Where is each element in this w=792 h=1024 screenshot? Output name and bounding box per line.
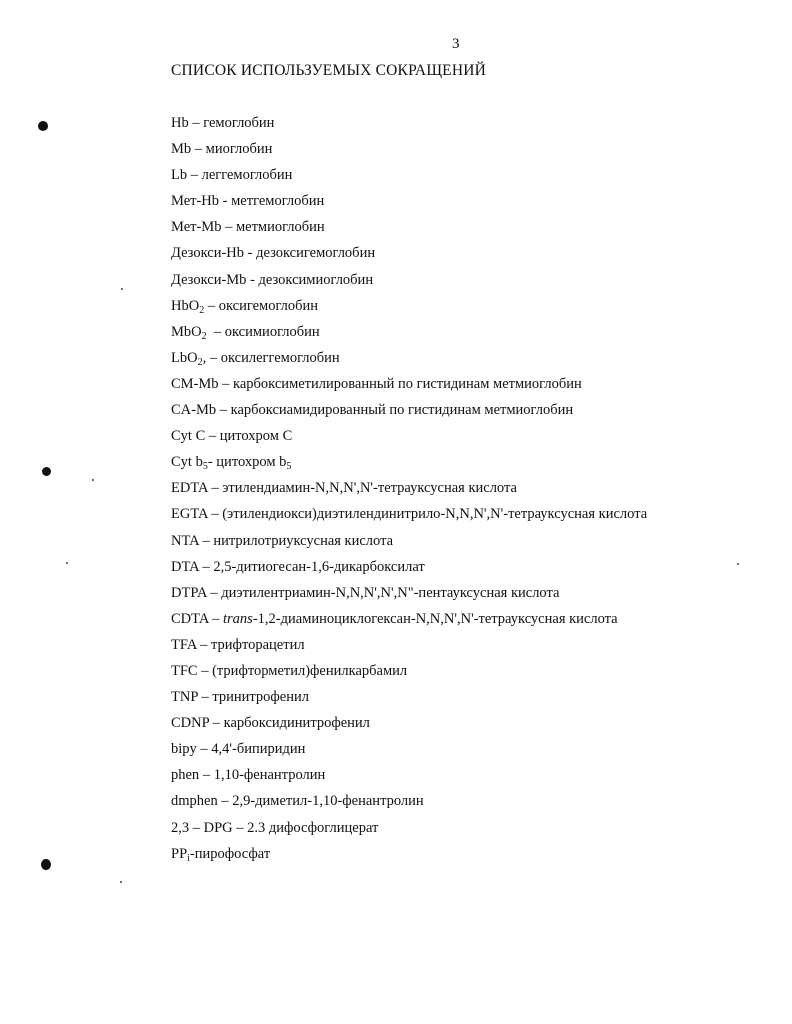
abbreviation-meaning: -1,2-диаминоциклогексан-N,N,N',N'-тетрауксусная кислота — [252, 610, 618, 627]
scan-speck — [121, 288, 123, 290]
abbreviation-separator: - — [207, 454, 217, 471]
abbreviation-separator: – — [198, 532, 214, 549]
scan-speck — [66, 562, 68, 564]
abbreviation-term: 2,3 – DPG — [171, 819, 233, 836]
abbreviation-subscript: 5 — [202, 461, 208, 473]
abbreviation-term: PP — [171, 845, 188, 862]
abbreviation-separator: - — [246, 271, 259, 288]
abbreviation-meaning: 2,9-диметил-1,10-фенантролин — [232, 793, 424, 810]
abbreviation-meaning: (этилендиокси)диэтилендинитрило-N,N,N',N'-тетрауксусная кислота — [222, 506, 648, 523]
abbreviation-meaning: трифторацетил — [211, 636, 305, 653]
abbreviation-meaning: оксигемоглобин — [218, 297, 319, 314]
abbreviation-separator: - — [219, 193, 232, 210]
page-title: СПИСОК ИСПОЛЬЗУЕМЫХ СОКРАЩЕНИЙ — [171, 62, 487, 79]
abbreviation-item — [171, 322, 647, 348]
abbreviation-meaning: тринитрофенил — [212, 689, 310, 706]
abbreviation-subscript: 2 — [201, 330, 207, 342]
abbreviation-item — [171, 791, 647, 817]
abbreviation-separator: - — [189, 845, 195, 862]
abbreviation-meaning: дезоксимиоглобин — [258, 271, 374, 288]
abbreviation-item — [171, 165, 647, 191]
abbreviation-term: Дезокси-Mb — [171, 271, 247, 288]
abbreviation-meaning-italic: trans — [223, 610, 253, 627]
abbreviation-term: Hb — [171, 115, 189, 131]
abbreviation-term: Мет-Mb — [171, 219, 222, 236]
abbreviation-item — [171, 426, 647, 452]
scan-speck — [737, 563, 739, 565]
abbreviation-term: EDTA — [171, 480, 208, 497]
abbreviation-meaning: 2,5-дитиогесан-1,6-дикарбоксилат — [213, 558, 425, 575]
abbreviation-separator: – — [198, 558, 214, 575]
abbreviation-separator: – — [188, 115, 204, 131]
abbreviation-term: Cyt b — [171, 454, 203, 471]
abbreviation-term: Lb — [171, 167, 188, 184]
abbreviation-separator: – — [232, 819, 248, 836]
abbreviation-term: TFA — [171, 636, 197, 653]
abbreviation-term: NTA — [171, 532, 199, 549]
abbreviation-item — [171, 609, 647, 635]
abbreviation-item — [171, 452, 647, 478]
punch-hole-mark — [42, 467, 51, 476]
abbreviation-item — [171, 661, 647, 687]
abbreviation-term: bipy — [171, 741, 197, 758]
abbreviation-term: MbO — [171, 323, 202, 340]
abbreviation-separator: – — [209, 715, 224, 732]
abbreviation-item — [171, 557, 647, 583]
abbreviation-term: DTA — [171, 558, 199, 575]
abbreviation-meaning: гемоглобин — [203, 115, 275, 131]
abbreviation-meaning: леггемоглобин — [201, 167, 293, 184]
abbreviation-meaning: карбоксидинитрофенил — [223, 715, 370, 732]
abbreviation-subscript: 2 — [199, 304, 205, 316]
abbreviation-meaning-subscript: 5 — [286, 461, 292, 473]
punch-hole-mark — [38, 121, 48, 131]
abbreviation-separator: - — [244, 245, 257, 262]
abbreviation-item — [171, 635, 647, 661]
abbreviation-meaning: миоглобин — [205, 141, 273, 158]
abbreviation-meaning: 1,10-фенантролин — [213, 767, 326, 784]
abbreviation-meaning: карбоксиметилированный по гистидинам метмиоглобин — [233, 375, 582, 392]
abbreviation-term: EGTA — [171, 506, 208, 523]
scan-speck — [120, 881, 122, 883]
abbreviation-meaning: пирофосфат — [194, 845, 271, 862]
abbreviation-term: HbO — [171, 297, 200, 314]
abbreviation-separator: – — [217, 793, 233, 810]
abbreviation-separator: – — [197, 662, 213, 679]
abbreviation-separator: – — [187, 167, 202, 184]
abbreviation-term: Дезокси-Hb — [171, 245, 245, 262]
abbreviation-separator: , – — [202, 349, 221, 366]
abbreviation-list — [171, 113, 647, 870]
abbreviation-term: LbO — [171, 349, 198, 366]
abbreviation-item — [171, 478, 647, 504]
abbreviation-item — [171, 348, 647, 374]
abbreviation-separator: – — [208, 610, 224, 627]
abbreviation-subscript: 2 — [197, 356, 203, 368]
abbreviation-item — [171, 739, 647, 765]
abbreviation-item — [171, 217, 647, 243]
abbreviation-meaning: дезоксигемоглобин — [256, 245, 376, 262]
abbreviation-item — [171, 296, 647, 322]
abbreviation-meaning: метгемоглобин — [231, 193, 325, 210]
abbreviation-meaning: оксимиоглобин — [224, 323, 320, 340]
abbreviation-item — [171, 531, 647, 557]
abbreviation-item — [171, 844, 647, 870]
abbreviation-term: Mb — [171, 141, 192, 158]
abbreviation-item — [171, 191, 647, 217]
abbreviation-item — [171, 400, 647, 426]
abbreviation-term: Мет-Hb — [171, 193, 220, 210]
abbreviation-separator: – — [196, 636, 212, 653]
abbreviation-separator: – — [191, 141, 206, 158]
abbreviation-term: CDTA — [171, 610, 209, 627]
abbreviation-term: DTPA — [171, 584, 207, 601]
abbreviation-meaning: диэтилентриамин-N,N,N',N',N"-пентауксусная кислота — [221, 584, 560, 601]
page-number: 3 — [452, 36, 460, 52]
abbreviation-term: Cyt C — [171, 428, 206, 445]
scan-speck — [92, 479, 94, 481]
abbreviation-item — [171, 139, 647, 165]
abbreviation-meaning: 4,4'-бипиридин — [211, 741, 306, 758]
abbreviation-item — [171, 504, 647, 530]
abbreviation-separator: – — [205, 428, 220, 445]
abbreviation-meaning: (трифторметил)фенилкарбамил — [212, 662, 408, 679]
abbreviation-separator: – — [199, 767, 214, 784]
abbreviation-item — [171, 270, 647, 296]
abbreviation-item — [171, 713, 647, 739]
abbreviation-meaning: карбоксиамидированный по гистидинам метмиоглобин — [230, 402, 574, 419]
abbreviation-subscript: i — [187, 852, 190, 864]
abbreviation-item — [171, 374, 647, 400]
abbreviation-term: CA-Mb — [171, 402, 217, 419]
abbreviation-meaning: этилендиамин-N,N,N',N'-тетрауксусная кислота — [222, 480, 517, 497]
abbreviation-item — [171, 113, 647, 139]
abbreviation-separator: – — [206, 323, 225, 340]
abbreviation-term: dmphen — [171, 793, 218, 810]
abbreviation-item — [171, 243, 647, 269]
abbreviation-separator: – — [206, 584, 222, 601]
abbreviation-item — [171, 583, 647, 609]
abbreviation-meaning: нитрилотриуксусная кислота — [213, 532, 394, 549]
abbreviation-separator: – — [197, 689, 213, 706]
abbreviation-term: phen — [171, 767, 200, 784]
abbreviation-separator: – — [218, 375, 234, 392]
abbreviation-meaning: оксилеггемоглобин — [220, 349, 340, 366]
punch-hole-mark — [41, 859, 51, 870]
abbreviation-separator: – — [216, 402, 231, 419]
abbreviation-separator: – — [204, 297, 219, 314]
abbreviation-meaning: 2.3 дифосфоглицерат — [247, 819, 379, 836]
abbreviation-meaning: цитохром b — [216, 454, 287, 471]
abbreviation-term: TNP — [171, 689, 198, 706]
abbreviation-separator: – — [221, 219, 236, 236]
abbreviation-term: TFC — [171, 662, 198, 679]
abbreviation-separator: – — [196, 741, 212, 758]
abbreviation-meaning: метмиоглобин — [235, 219, 325, 236]
abbreviation-term: CM-Mb — [171, 375, 219, 392]
abbreviation-separator: – — [207, 506, 223, 523]
abbreviation-separator: – — [207, 480, 223, 497]
abbreviation-item — [171, 765, 647, 791]
abbreviation-meaning: цитохром С — [219, 428, 293, 445]
abbreviation-item — [171, 818, 647, 844]
abbreviation-term: CDNP — [171, 715, 210, 732]
abbreviation-item — [171, 687, 647, 713]
